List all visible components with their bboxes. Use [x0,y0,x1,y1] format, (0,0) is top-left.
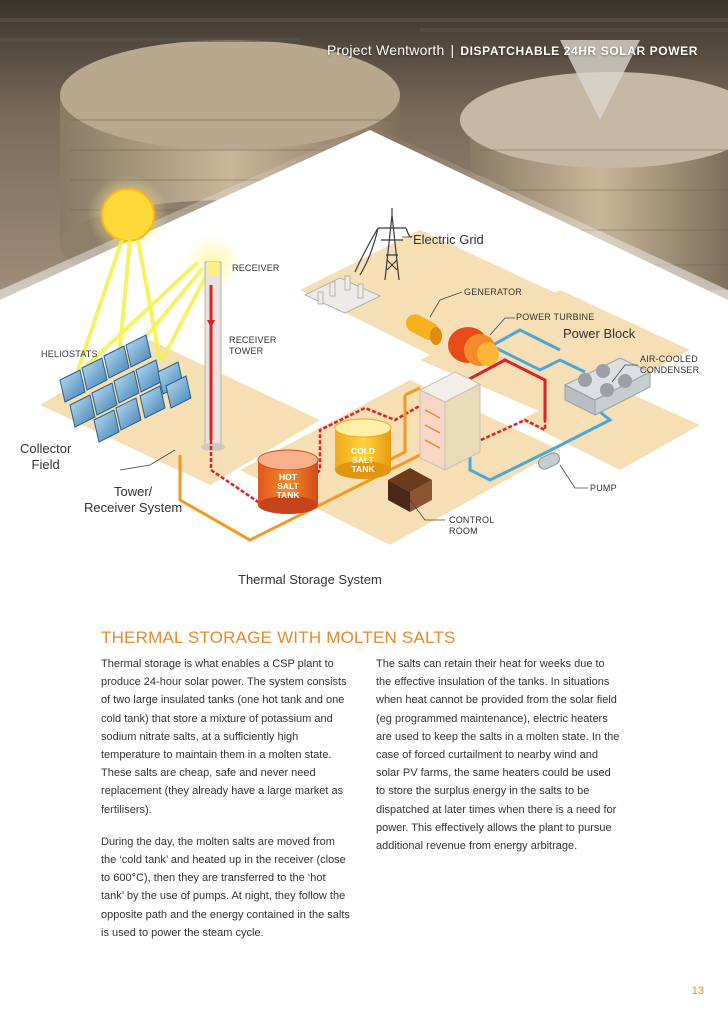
label-pump: PUMP [590,483,617,493]
label-heliostats: HELIOSTATS [41,349,98,359]
label-thermal-storage-system: Thermal Storage System [238,572,382,587]
label-tower-line1: Tower/ [113,484,153,499]
label-power-turbine: POWER TURBINE [516,312,595,322]
article-column-right [376,655,621,869]
label-hot-line2: SALT [277,481,299,491]
paragraph: Thermal storage is what enables a CSP plant to produce 24-hour solar power. The system consists of two large insulated tanks (one hot tank and one cold tank) that store a mixture of potassium and sodium nitrate salts, at a sufficiently high temperature to maintain them in a molten state. These salts are cheap, safe and never need replacement (they already have a large market as fertilisers). [101,658,347,816]
label-receiver-tower-line2: TOWER [229,346,264,356]
label-receiver-tower-line1: RECEIVER [229,335,277,345]
label-collector-line2: Field [31,457,60,472]
label-receiver: RECEIVER [232,263,280,273]
label-hot-line3: TANK [276,490,300,500]
label-cold-salt-tank [348,447,378,474]
page-header [327,42,698,58]
label-hot-salt-tank [275,473,301,500]
label-power-block: Power Block [563,326,636,341]
header-project: Project Wentworth [326,42,445,58]
paragraph: During the day, the molten salts are moved from the ‘cold tank’ and heated up in the receiver (close to 600°C), then they are transferred to the ‘hot tank’ by the use of pumps. At night, they follow the opposite path and the energy contained in the salts is used to power the steam cycle. [101,835,350,939]
label-generator: GENERATOR [464,287,522,297]
steam-generator [420,372,480,470]
label-control-line1: CONTROL [449,515,495,525]
label-electric-grid: Electric Grid [413,232,484,247]
page-number: 13 [691,985,704,997]
header-separator: | [450,42,455,58]
label-cold-line2: SALT [352,455,374,465]
label-tower-receiver-system [84,484,182,516]
label-receiver-tower [229,335,277,357]
label-cold-line1: COLD [350,446,376,456]
label-air-cooled-line1: AIR-COOLED [640,354,699,364]
paragraph: The salts can retain their heat for weeks due to the effective insulation of the tanks. In situations when heat cannot be provided from the solar field (eg programmed maintenance), electric heaters are used to keep the salts in a molten state. In the case of forced curtailment to nearby wind and solar PV farms, the same heaters could be used to store the surplus energy in the salts to be dispatched at later times when there is a need for power. This effectively allows the plant to pursue additional revenue from energy arbitrage. [376,658,620,853]
label-collector-line1: Collector [20,441,72,456]
label-control-line2: ROOM [449,526,478,536]
label-tower-line2: Receiver System [84,500,183,515]
label-cold-line3: TANK [351,464,375,474]
label-control-room [449,515,494,537]
section-title: THERMAL STORAGE WITH MOLTEN SALTS [101,628,456,647]
label-air-cooled-condenser [640,354,699,376]
receiver-tower [201,262,225,451]
article-column-left [101,655,351,956]
label-air-cooled-line2: CONDENSER [640,365,700,375]
header-subtitle: DISPATCHABLE 24HR SOLAR POWER [460,44,698,58]
label-collector-field [20,441,71,473]
sun-icon [102,189,154,241]
label-hot-line1: HOT [279,472,297,482]
